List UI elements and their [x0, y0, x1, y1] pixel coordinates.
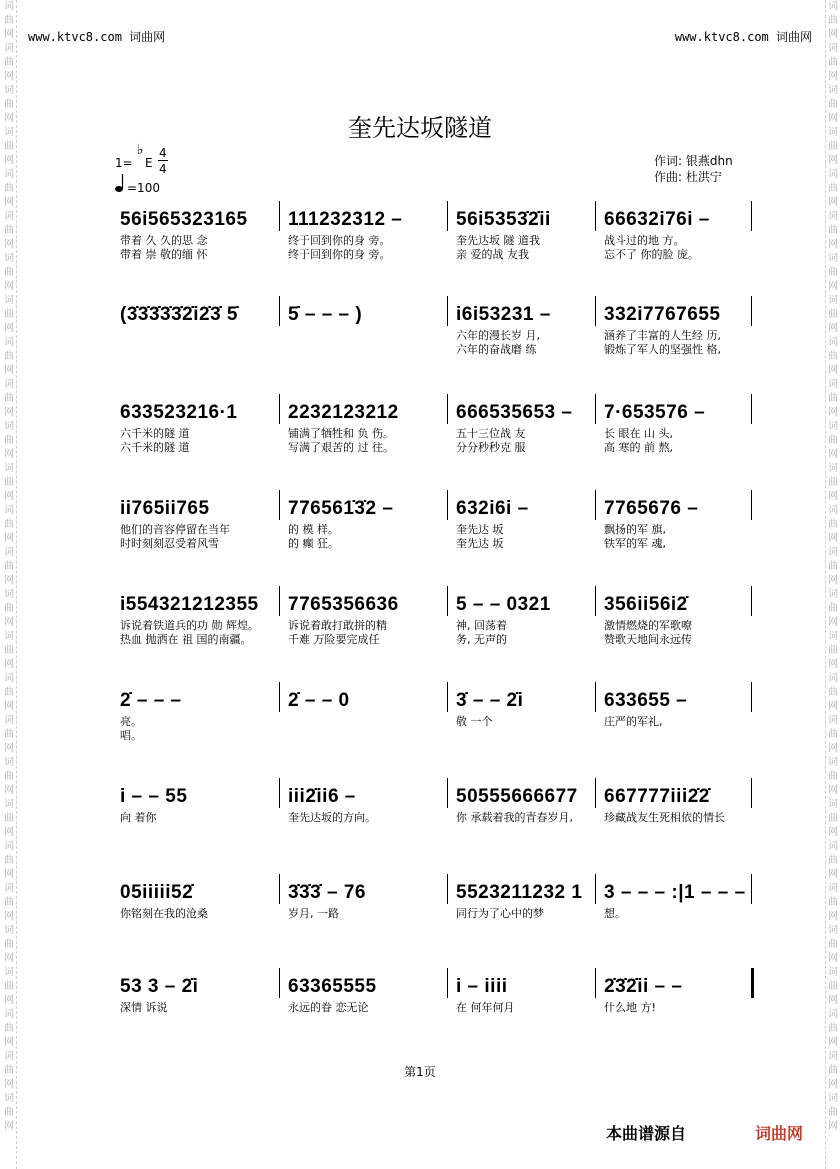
lyric-line-1: 奎先达坂 隧 道我	[456, 234, 540, 247]
measure	[280, 878, 448, 958]
lyric-line-1: 他们的音容停留在当年	[120, 523, 230, 536]
measure	[596, 494, 752, 574]
score-row	[112, 686, 752, 766]
lyric-line-2: 终于回到你的身 旁。	[288, 248, 391, 261]
header-right-site: www.ktvc8.com 词曲网	[674, 30, 812, 44]
side-watermark-left: 词曲网词曲网词曲网词曲网词曲网词曲网词曲网词曲网词曲网词曲网词曲网词曲网词曲网词曲网词曲网词曲网词曲网词曲网词曲网词曲网词曲网词曲网词曲网词曲网词曲网词曲网词曲网	[2, 0, 17, 1169]
bar-line	[279, 778, 280, 808]
source-label: 本曲谱源自	[606, 1124, 687, 1143]
lyric-line-1: 铺满了牺牲和 负 伤。	[288, 427, 394, 440]
measure-notes: i – iiii	[456, 976, 508, 997]
lyric-line-1: 诉说着铁道兵的功 勋 辉煌。	[120, 619, 259, 632]
measure-notes: 2̇ – – 0	[288, 690, 350, 711]
measure	[112, 782, 280, 862]
key-letter: E	[145, 156, 153, 170]
measure-notes: i6i53231 –	[456, 304, 551, 325]
lyric-line-1: 你 承载着我的青春岁月,	[456, 811, 573, 824]
lyric-line-2: 分分秒秒克 服	[456, 441, 526, 454]
lyric-line-2: 锻炼了军人的坚强性 格,	[604, 343, 721, 356]
quarter-note-icon	[115, 172, 127, 194]
measure	[112, 494, 280, 574]
measure-notes: 56i5353̇2̇ii	[456, 209, 551, 230]
measure	[596, 972, 752, 1052]
lyric-line-2: 唱。	[120, 729, 142, 742]
key-signature	[115, 142, 195, 196]
measure-notes: 5523211232 1	[456, 882, 583, 903]
measure	[112, 686, 280, 766]
lyric-line-2: 的 癫 狂。	[288, 537, 339, 550]
measure	[112, 300, 280, 380]
measure	[596, 782, 752, 862]
measure-notes: 632i6i –	[456, 498, 529, 519]
flat-symbol: ♭	[137, 142, 144, 158]
brand-logo: 词曲网	[755, 1124, 804, 1143]
lyric-line-2: 千难 万险要完成任	[288, 633, 380, 646]
bar-line	[595, 490, 596, 520]
bar-line	[279, 201, 280, 231]
measure	[448, 972, 596, 1052]
lyric-line-2: 热血 抛洒在 祖 国的南疆。	[120, 633, 252, 646]
bar-line	[447, 778, 448, 808]
lyric-line-2: 时时刻刻忍受着风雪	[120, 537, 219, 550]
measure	[112, 878, 280, 958]
bar-line	[751, 968, 754, 998]
measure-notes: 3̇3̇3̇ – 76	[288, 882, 366, 903]
score-row	[112, 205, 752, 285]
measure	[112, 590, 280, 670]
lyric-line-1: 六年的漫长岁 月,	[456, 329, 540, 342]
measure-notes: 667777iii2̇2̇	[604, 786, 710, 807]
bar-line	[595, 201, 596, 231]
measure	[596, 205, 752, 285]
score-row	[112, 300, 752, 380]
lyric-line-1: 涵养了丰富的人生经 历,	[604, 329, 721, 342]
page-number: 第1页	[404, 1065, 436, 1079]
measure	[448, 398, 596, 478]
credits	[654, 153, 733, 185]
measure-notes: 7765676 –	[604, 498, 699, 519]
lyric-line-2: 带着 崇 敬的缅 怀	[120, 248, 208, 261]
measure	[280, 494, 448, 574]
lyric-line-1: 亮。	[120, 715, 142, 728]
measure	[448, 205, 596, 285]
composer: 作曲: 杜洪宁	[654, 170, 722, 184]
measure-notes: 633655 –	[604, 690, 688, 711]
bar-line	[751, 296, 752, 326]
measure	[112, 205, 280, 285]
bar-line	[279, 968, 280, 998]
lyric-line-1: 想。	[604, 907, 626, 920]
time-signature-top: 4	[159, 146, 167, 160]
measure	[280, 398, 448, 478]
header-left-site: www.ktvc8.com 词曲网	[28, 30, 166, 44]
score-row	[112, 398, 752, 478]
measure-notes: (3̇3̇3̇3̇3̇2̇i2̇3̇ 5̇	[120, 304, 238, 325]
measure-notes: 666535653 –	[456, 402, 573, 423]
measure	[448, 494, 596, 574]
measure	[280, 300, 448, 380]
bar-line	[279, 586, 280, 616]
lyric-line-1: 诉说着敢打敢拼的精	[288, 619, 387, 632]
bar-line	[595, 682, 596, 712]
bar-line	[279, 394, 280, 424]
bar-line	[595, 586, 596, 616]
lyric-line-1: 带着 久 久的思 念	[120, 234, 208, 247]
measure	[112, 972, 280, 1052]
lyric-line-1: 向 着你	[120, 811, 157, 824]
measure-notes: 3 – – – :|1 – – –	[604, 882, 746, 903]
bar-line	[279, 296, 280, 326]
lyric-line-1: 激情燃烧的军歌嘹	[604, 619, 692, 632]
bar-line	[447, 490, 448, 520]
measure-notes: 5̇ – – – )	[288, 304, 363, 325]
time-signature-line	[158, 160, 168, 161]
measure	[448, 878, 596, 958]
key-prefix: 1=	[115, 156, 133, 170]
lyric-line-1: 什么地 方!	[604, 1001, 656, 1014]
lyric-line-1: 在 何年何月	[456, 1001, 515, 1014]
measure-notes: 5 – – 0321	[456, 594, 551, 615]
measure	[596, 590, 752, 670]
measure	[112, 398, 280, 478]
measure	[280, 972, 448, 1052]
score-row	[112, 972, 752, 1052]
score-row	[112, 590, 752, 670]
song-title: 奎先达坂隧道	[348, 114, 492, 142]
lyric-line-2: 亲 爱的战 友我	[456, 248, 529, 261]
bar-line	[447, 968, 448, 998]
measure	[280, 782, 448, 862]
lyric-line-2: 六千米的隧 道	[120, 441, 190, 454]
bar-line	[751, 490, 752, 520]
measure-notes: 776561̇3̇2 –	[288, 498, 394, 519]
bar-line	[595, 968, 596, 998]
bar-line	[595, 874, 596, 904]
bar-line	[447, 201, 448, 231]
measure-notes: 50555666677	[456, 786, 578, 807]
measure-notes: 05iiiii52̇	[120, 882, 194, 903]
measure	[448, 686, 596, 766]
measure-notes: 2232123212	[288, 402, 399, 423]
lyric-line-1: 敬 一个	[456, 715, 493, 728]
bar-line	[279, 874, 280, 904]
bar-line	[751, 874, 752, 904]
measure-notes: ii765ii765	[120, 498, 210, 519]
lyric-line-1: 战斗过的地 方。	[604, 234, 685, 247]
measure-notes: 2̇3̇2̇ii – –	[604, 976, 683, 997]
measure-notes: 2̇ – – –	[120, 690, 182, 711]
measure	[448, 782, 596, 862]
lyric-line-2: 写满了艰苦的 过 往。	[288, 441, 394, 454]
bar-line	[279, 682, 280, 712]
measure-notes: 356ii56i2̇	[604, 594, 688, 615]
measure-notes: 56i565323165	[120, 209, 248, 230]
lyric-line-1: 庄严的军礼,	[604, 715, 663, 728]
lyric-line-2: 务, 无声的	[456, 633, 507, 646]
lyric-line-1: 同行为了心中的梦	[456, 907, 544, 920]
bar-line	[447, 682, 448, 712]
measure	[596, 398, 752, 478]
measure	[596, 300, 752, 380]
lyric-line-1: 飘扬的军 旗,	[604, 523, 666, 536]
measure-notes: 3̇ – – 2̇i	[456, 690, 524, 711]
lyric-line-2: 六年的奋战磨 练	[456, 343, 537, 356]
lyric-line-2: 铁军的军 魂,	[604, 537, 666, 550]
measure	[596, 878, 752, 958]
lyric-line-1: 奎先达 坂	[456, 523, 504, 536]
lyric-line-1: 珍藏战友生死相依的情长	[604, 811, 725, 824]
bar-line	[751, 682, 752, 712]
bar-line	[447, 586, 448, 616]
lyric-line-1: 奎先达坂的方向。	[288, 811, 376, 824]
measure	[448, 300, 596, 380]
measure-notes: 332i7767655	[604, 304, 721, 325]
bar-line	[751, 201, 752, 231]
score-row	[112, 878, 752, 958]
lyric-line-1: 长 眼在 山 头,	[604, 427, 673, 440]
tempo: =100	[127, 181, 160, 195]
measure-notes: 53 3 – 2̇i	[120, 976, 199, 997]
bar-line	[751, 778, 752, 808]
measure-notes: i554321212355	[120, 594, 259, 615]
measure	[280, 686, 448, 766]
measure-notes: iii2̇ii6 –	[288, 786, 356, 807]
bar-line	[595, 778, 596, 808]
lyricist: 作词: 银燕dhn	[654, 154, 733, 168]
bar-line	[751, 586, 752, 616]
bar-line	[595, 296, 596, 326]
measure-notes: 66632i76i –	[604, 209, 710, 230]
lyric-line-2: 高 寒的 前 熬,	[604, 441, 673, 454]
lyric-line-1: 的 模 样。	[288, 523, 339, 536]
bar-line	[279, 490, 280, 520]
measure-notes: 63365555	[288, 976, 377, 997]
lyric-line-1: 深情 诉说	[120, 1001, 168, 1014]
lyric-line-2: 赞歌天地间永远传	[604, 633, 692, 646]
score-row	[112, 494, 752, 574]
measure-notes: 633523216·1	[120, 402, 238, 423]
score-row	[112, 782, 752, 862]
measure	[448, 590, 596, 670]
lyric-line-1: 永远的眷 恋无论	[288, 1001, 369, 1014]
bar-line	[447, 394, 448, 424]
measure-notes: i – – 55	[120, 786, 188, 807]
measure	[596, 686, 752, 766]
measure	[280, 590, 448, 670]
lyric-line-1: 神, 回荡着	[456, 619, 507, 632]
lyric-line-2: 奎先达 坂	[456, 537, 504, 550]
lyric-line-1: 五十三位战 友	[456, 427, 526, 440]
bar-line	[447, 874, 448, 904]
lyric-line-2: 忘不了 你的脸 庞。	[604, 248, 699, 261]
measure	[280, 205, 448, 285]
lyric-line-1: 终于回到你的身 旁。	[288, 234, 391, 247]
bar-line	[751, 394, 752, 424]
lyric-line-1: 你铭刻在我的沧桑	[120, 907, 208, 920]
measure-notes: 7·653576 –	[604, 402, 706, 423]
lyric-line-1: 六千米的隧 道	[120, 427, 190, 440]
bar-line	[447, 296, 448, 326]
bar-line	[595, 394, 596, 424]
measure-notes: 7765356636	[288, 594, 399, 615]
time-signature-bottom: 4	[159, 162, 167, 176]
measure-notes: 111232312 –	[288, 209, 403, 230]
lyric-line-1: 岁月, 一路	[288, 907, 339, 920]
side-watermark-right: 词曲网词曲网词曲网词曲网词曲网词曲网词曲网词曲网词曲网词曲网词曲网词曲网词曲网词曲网词曲网词曲网词曲网词曲网词曲网词曲网词曲网词曲网词曲网词曲网词曲网词曲网词曲网	[825, 0, 840, 1169]
